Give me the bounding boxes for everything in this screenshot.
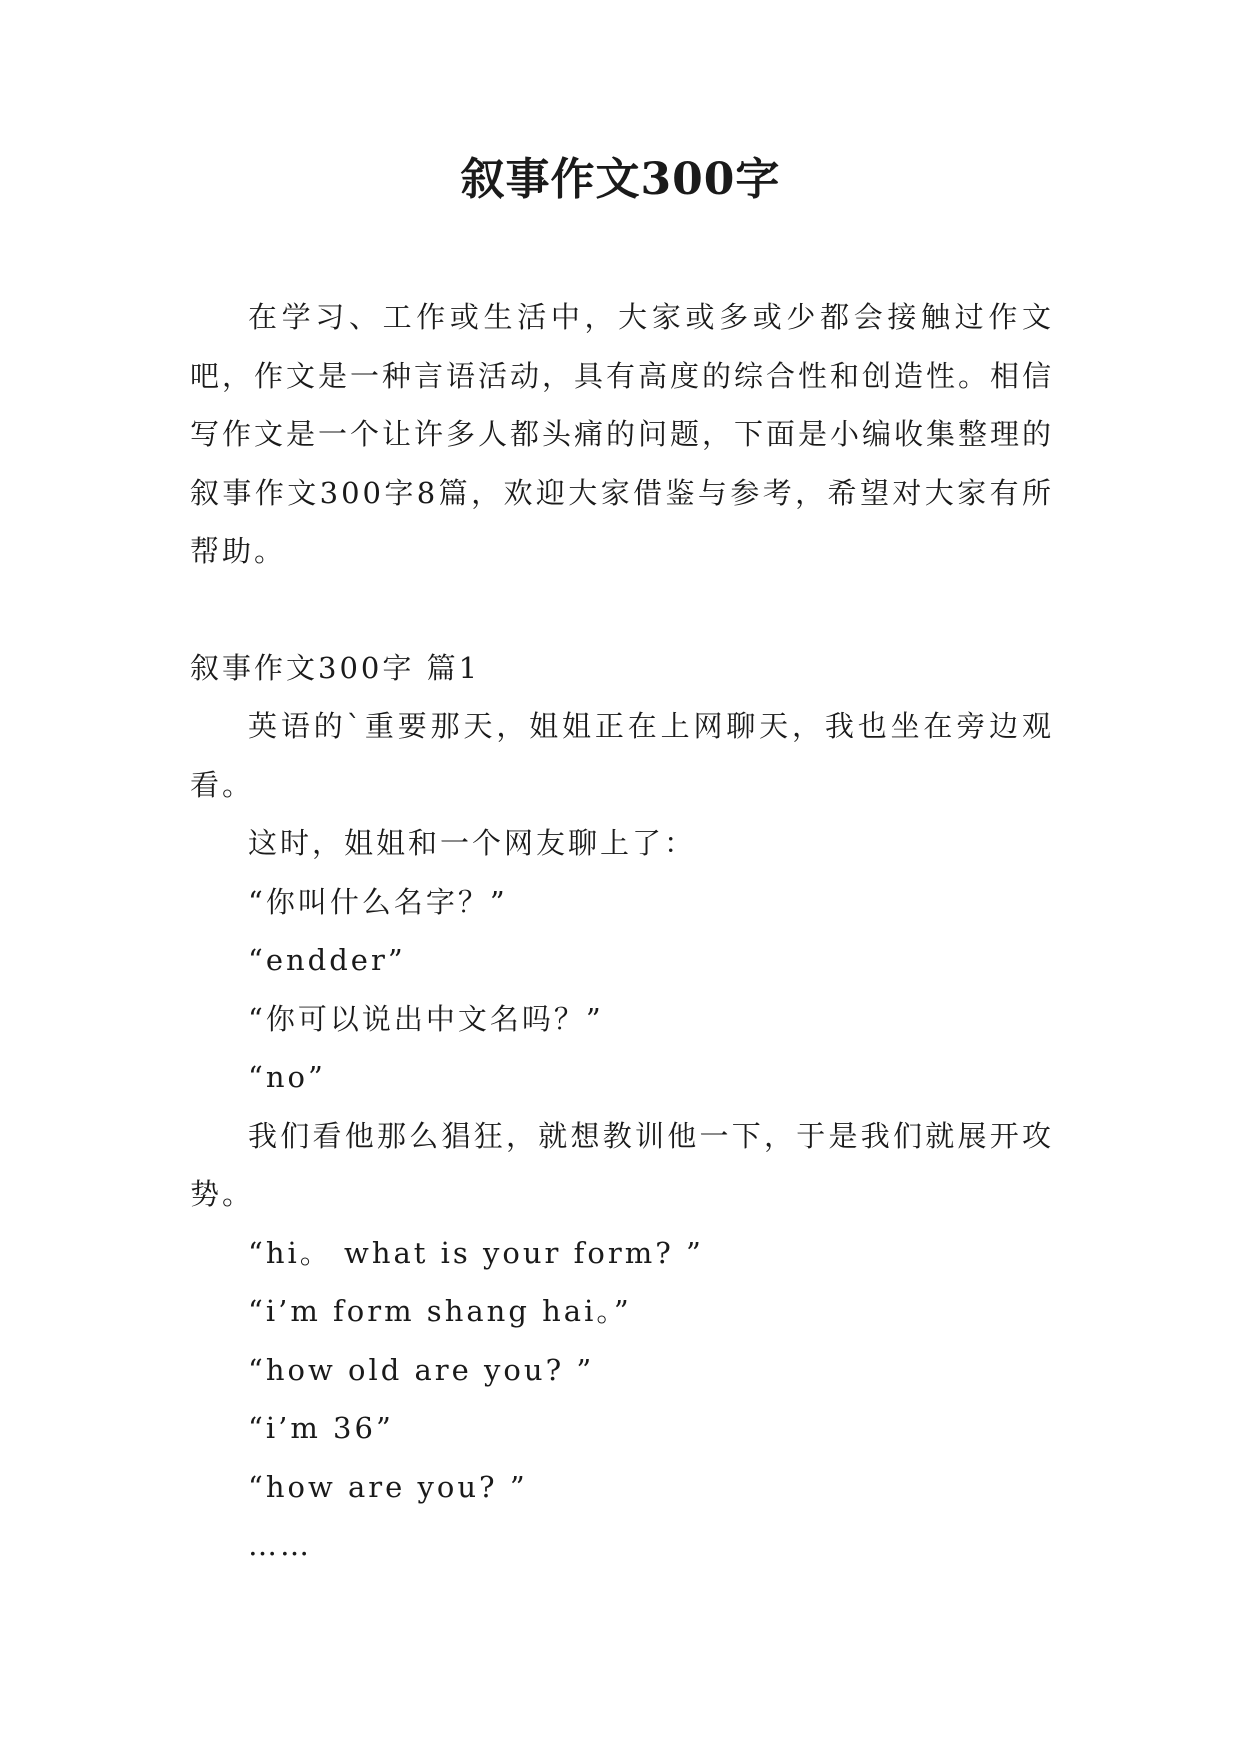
- intro-paragraph: 在学习、工作或生活中，大家或多或少都会接触过作文吧，作文是一种言语活动，具有高度的综合性和创造性。相信写作文是一个让许多人都头痛的问题，下面是小编收集整理的叙事作文300字8篇，欢迎大家借鉴与参考，希望对大家有所帮助。: [190, 300, 1055, 568]
- body-paragraph: 这时，姐姐和一个网友聊上了：: [248, 826, 697, 860]
- dialogue-line: “i’m 36”: [248, 1411, 394, 1445]
- dialogue-line: “i’m form shang hai。”: [248, 1294, 632, 1328]
- document-title: 叙事作文300字: [460, 154, 781, 205]
- document-body: [190, 288, 1054, 1575]
- body-paragraph: 我们看他那么猖狂，就想教训他一下，于是我们就展开攻势。: [190, 1118, 1054, 1211]
- dialogue-line: “你叫什么名字？”: [248, 884, 508, 919]
- dialogue-line: “no”: [248, 1060, 326, 1094]
- body-paragraph: 英语的`重要那天，姐姐正在上网聊天，我也坐在旁边观看。: [190, 709, 1054, 802]
- dialogue-line: “hi。 what is your form? ”: [248, 1235, 704, 1270]
- dialogue-line: “how old are you? ”: [248, 1352, 595, 1387]
- dialogue-line: “endder”: [248, 943, 406, 977]
- dialogue-line: “how are you? ”: [248, 1469, 528, 1504]
- ellipsis-line: ……: [248, 1528, 312, 1562]
- dialogue-line: “你可以说出中文名吗？”: [248, 1001, 604, 1036]
- section-heading: 叙事作文300字 篇1: [190, 650, 481, 685]
